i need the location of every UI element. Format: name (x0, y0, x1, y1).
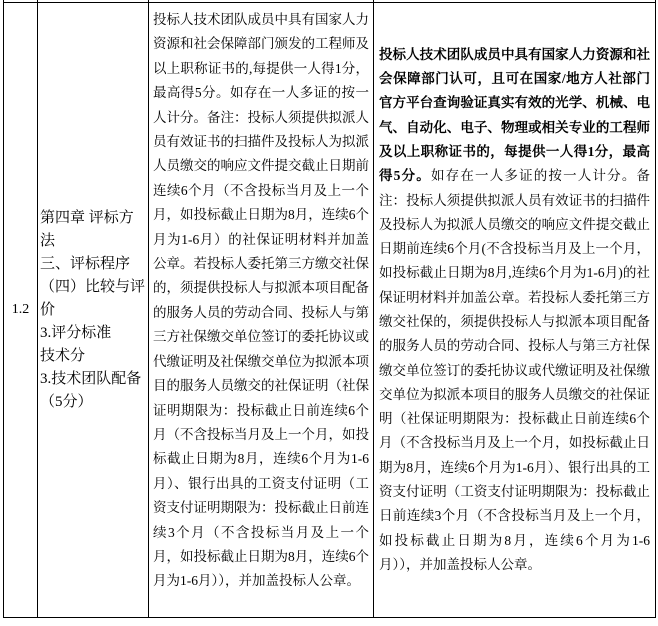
section-line: 三、评标程序 (40, 255, 131, 272)
section-reference-cell (38, 3, 149, 617)
revised-clause-bold-text: 投标人技术团队成员中具有国家人力资源和社会保障部门认可，且可在国家/地方人社部门官方平台查询验证真实有效的光学、机械、电气、自动化、电子、物理或相关专业的工程师及以上职称证书的，每提供一人得1分，最高得5分。 (379, 46, 650, 184)
original-clause-text: 投标人技术团队成员中具有国家人力资源和社会保障部门颁发的工程师及以上职称证书的,每提供一人得1分，最高得5分。如存在一人多证的按一人计分。备注：投标人须提供拟派人员有效证书的扫描件及投标人为拟派人员缴交的响应文件提交截止日期前连续6个月（不含投标当月及上一个月，如投标截止日期为8月，连续6个月为1-6月）的社保证明材料并加盖公章。若投标人委托第三方缴交社保的，须提供投标人与拟派本项目配备的服务人员的劳动合同、投标人与第三方社保缴交单位签订的委托协议或代缴证明及社保缴交单位为拟派本项目的服务人员缴交的社保证明（社保证明期限为：投标截止日前连续6个月（不含投标当月及上一个月，如投标截止日期为8月，连续6个月为1-6月）、银行出具的工资支付证明（工资支付证明期限为：投标截止日前连续3个月（不含投标当月及上一个月，如投标截止日期为8月，连续6个月为1-6月）），并加盖投标人公章。 (153, 12, 369, 589)
section-line: 技术分 (40, 347, 86, 364)
revised-clause-regular-text: 如存在一人多证的按一人计分。备注：投标人须提供拟派人员有效证书的扫描件及投标人为拟派人员缴交的响应文件提交截止日期前连续6个月(不含投标当月及上一个月，如投标截止日期为8月,连续6个月为1-6月)的社保证明材料并加盖公章。若投标人委托第三方缴交社保的，须提供投标人与拟派本项目配备的服务人员的劳动合同、投标人与第三方社保缴交单位签订的委托协议或代缴证明及社保缴交单位为拟派本项目的服务人员缴交的社保证明（社保证明期限为：投标截止日前连续6个月（不含投标当月及上一个月，如投标截止日期为8月，连续6个月为1-6月）、银行出具的工资支付证明（工资支付证明期限为：投标截止日前连续3个月（不含投标当月及上一个月，如投标截止日期为8月，连续6个月为1-6月）），并加盖投标人公章。 (379, 168, 651, 572)
original-clause-cell (149, 3, 374, 617)
row-id: 1.2 (11, 302, 30, 317)
revised-clause-cell (374, 3, 655, 617)
section-line: 第四章 评标方法 (40, 209, 134, 249)
evaluation-criteria-table (3, 2, 656, 618)
row-id-cell (4, 3, 38, 617)
section-line: 3.技术团队配备（5分） (40, 370, 142, 410)
section-line: （四）比较与评价 (40, 278, 146, 318)
revised-clause-paragraph (379, 43, 650, 578)
section-line: 3.评分标准 (40, 324, 112, 341)
